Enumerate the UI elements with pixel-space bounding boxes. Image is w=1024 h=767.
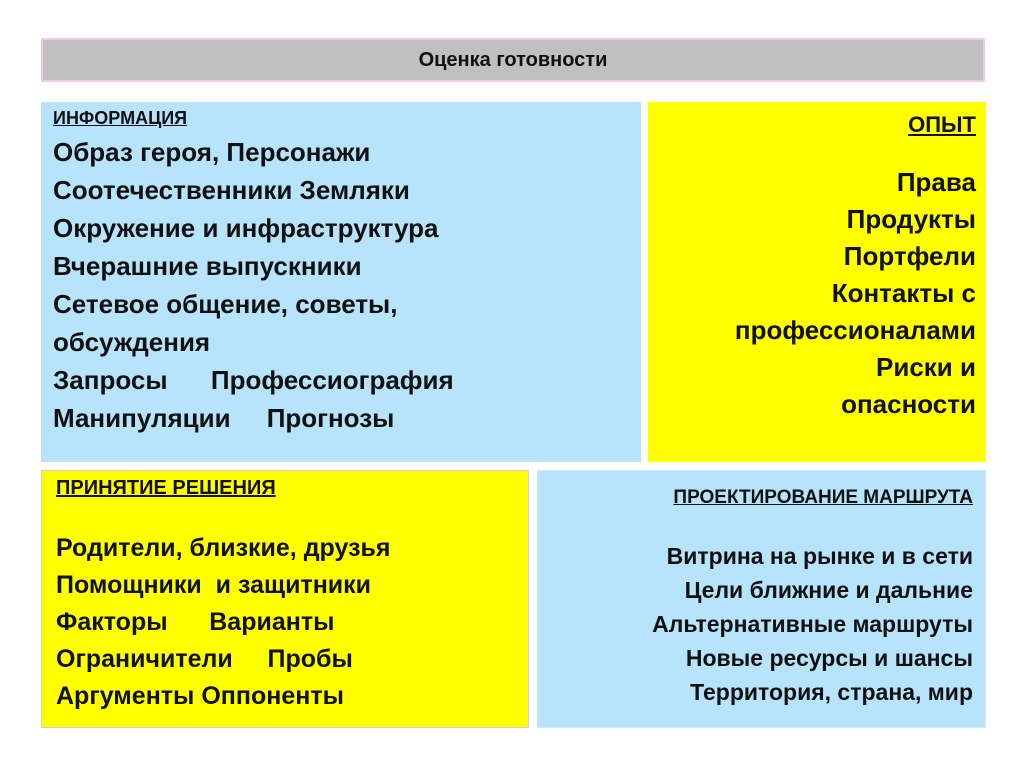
- info-line: Сетевое общение, советы,: [53, 289, 398, 319]
- info-line: Манипуляции Прогнозы: [53, 403, 395, 433]
- info-line: Соотечественники Земляки: [53, 175, 410, 205]
- info-line: обсуждения: [53, 327, 211, 357]
- decision-line: Ограничители Пробы: [56, 645, 353, 673]
- decision-line: Факторы Варианты: [56, 608, 335, 636]
- route-line: Витрина на рынке и в сети: [666, 543, 973, 569]
- info-panel: [41, 102, 641, 462]
- info-line: Окружение и инфраструктура: [53, 213, 439, 243]
- decision-line: Помощники и защитники: [56, 571, 372, 599]
- decision-panel: [41, 470, 529, 728]
- route-line: Альтернативные маршруты: [652, 611, 973, 637]
- decision-line: Родители, близкие, друзья: [56, 534, 391, 562]
- experience-line: профессионалами: [734, 315, 976, 345]
- page-title-text: Оценка готовности: [418, 48, 608, 71]
- experience-line: Права: [896, 167, 976, 197]
- experience-heading: ОПЫТ: [908, 112, 976, 137]
- route-heading: ПРОЕКТИРОВАНИЕ МАРШРУТА: [673, 487, 973, 508]
- info-heading: ИНФОРМАЦИЯ: [53, 108, 188, 128]
- experience-line: опасности: [841, 389, 976, 419]
- info-line: Запросы Профессиография: [53, 365, 454, 395]
- experience-line: Продукты: [846, 204, 976, 234]
- decision-heading: ПРИНЯТИЕ РЕШЕНИЯ: [56, 477, 276, 499]
- route-line: Новые ресурсы и шансы: [685, 645, 973, 671]
- experience-panel: [648, 102, 986, 462]
- route-panel: [537, 470, 986, 728]
- experience-line: Контакты с: [831, 278, 976, 308]
- info-line: Образ героя, Персонажи: [53, 137, 371, 167]
- route-line: Цели ближние и дальние: [684, 577, 973, 603]
- info-line: Вчерашние выпускники: [53, 251, 362, 281]
- page-title: [41, 38, 985, 82]
- experience-line: Риски и: [876, 352, 976, 382]
- decision-line: Аргументы Оппоненты: [56, 682, 344, 710]
- route-line: Территория, страна, мир: [690, 679, 973, 705]
- experience-line: Портфели: [843, 241, 976, 271]
